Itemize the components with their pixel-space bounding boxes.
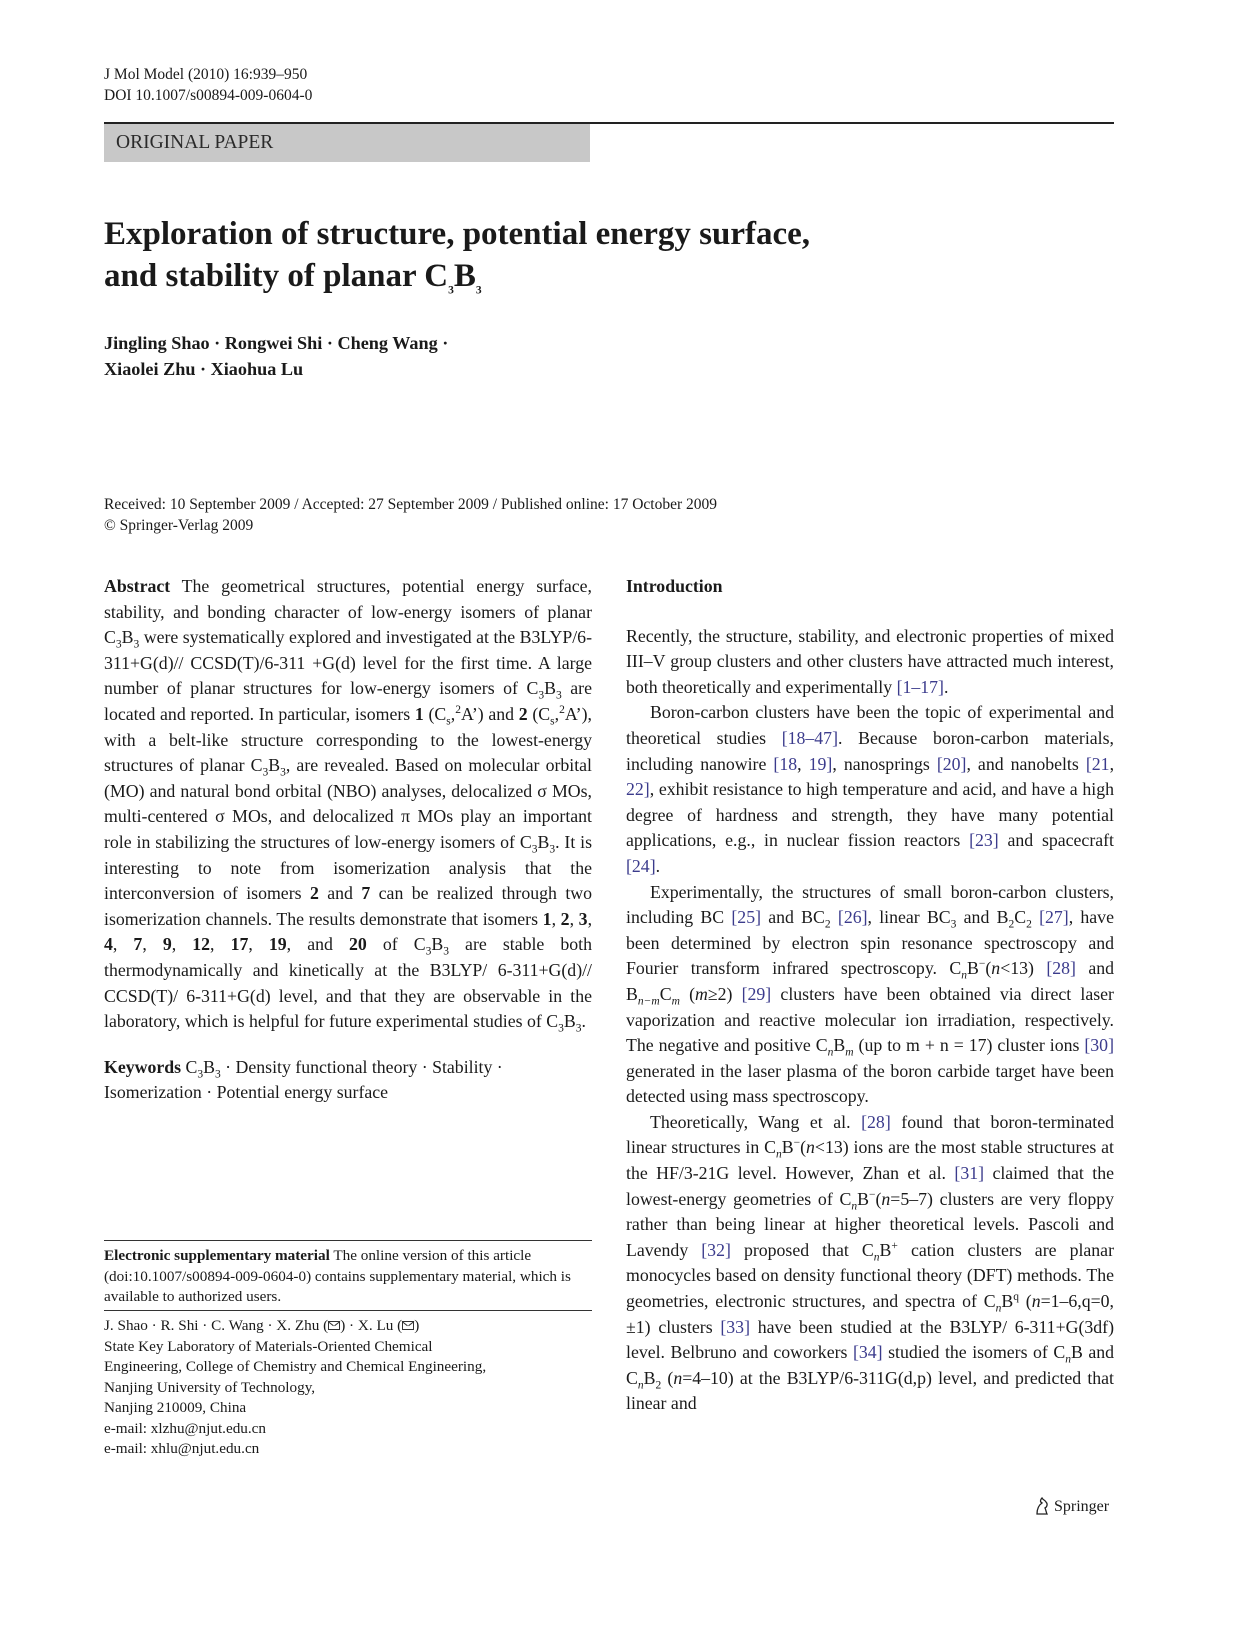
email-xhlu[interactable]: e-mail: xhlu@njut.edu.cn xyxy=(104,1440,260,1457)
springer-wordmark: Springer xyxy=(1054,1498,1110,1515)
keywords: Keywords $C_3B_3$ · Density functional theory · Stability · Isomerization · Potential energy surface xyxy=(104,1056,503,1103)
abstract-label: Abstract xyxy=(104,576,171,596)
intro-paragraph-4: Theoretically, Wang et al. [28] found that boron-terminated linear structures in $C_nB^-(n<13)$ ions are the most stable structures at the HF/3-21G level. However, Zhan et al. [31] claimed that the lowest-energy geometries of $C_nB^-(n=5-7)$ clusters are very floppy rather than being linear at higher theoretical levels. Pascoli and Lavendy [32] proposed that $C_nB^+$ cation clusters are planar monocycles based on density functional theory (DFT) methods. The geometries, electronic structures, and spectra of $C_nB^q$ (n=1–6,q=0, ±1) clusters [33] have been studied at the B3LYP/ 6-311+G(3df) level. Belbruno and coworkers [34] studied the isomers of $C_nB$ and $C_nB_2$ (n=4–10) at the B3LYP/6-311G(d,p) level, and predicted that linear and xyxy=(626,1111,1114,1414)
affiliation-block: J. Shao · R. Shi · C. Wang · X. Zhu ( ) · X. Lu ( ) State Key Laboratory of Materials-Oriented Chemical Engineering, College of Chemistry and Chemical Engineering, Nanjing University of Technology, Nanjing 210009, China e-mail: xlzhu@njut.edu.cn e-mail: xhlu@njut.edu.cn xyxy=(104,1316,486,1460)
reference-link[interactable]: [28] xyxy=(861,1111,891,1132)
keywords-label: Keywords xyxy=(104,1056,182,1077)
received-accepted-line: Received: 10 September 2009 / Accepted: 27 September 2009 / Published online: 17 October 2009 xyxy=(104,496,717,513)
reference-link[interactable]: [32] xyxy=(701,1239,731,1260)
copyright-line: © Springer-Verlag 2009 xyxy=(104,517,254,534)
reference-link[interactable]: [18–47] xyxy=(781,727,838,748)
envelope-icon xyxy=(402,1321,414,1330)
left-column xyxy=(104,574,592,1106)
reference-link[interactable]: [30] xyxy=(1084,1035,1114,1056)
reference-link[interactable]: [23] xyxy=(969,830,999,851)
reference-link[interactable]: [24] xyxy=(626,855,656,876)
springer-horse-icon xyxy=(1034,1497,1050,1521)
intro-paragraph-2: Boron-carbon clusters have been the topic of experimental and theoretical studies [18–47]. Because boron-carbon materials, including nanowire [18, 19], nanosprings [20], and nanobelts [21, 22], exhibit resistance to high temperature and acid, and have a high degree of hardness and strength, they have many potential applications, e.g., in nuclear fission reactors [23] and spacecraft [24]. xyxy=(626,702,1115,876)
right-column xyxy=(626,574,1114,1417)
reference-link[interactable]: [18 xyxy=(773,753,798,774)
reference-link[interactable]: [34] xyxy=(852,1342,883,1363)
affiliation-rule xyxy=(104,1310,592,1311)
title-line-1: Exploration of structure, potential energy surface, xyxy=(104,216,811,252)
supplementary-note: Electronic supplementary material The online version of this article (doi:10.1007/s00894-009-0604-0) contains supplementary material, which is available to authorized users. xyxy=(104,1247,571,1305)
introduction-heading: Introduction xyxy=(626,576,723,596)
publication-dates xyxy=(104,494,717,536)
reference-link[interactable]: [33] xyxy=(720,1316,750,1337)
reference-link[interactable]: [26] xyxy=(837,907,868,928)
email-xlzhu[interactable]: e-mail: xlzhu@njut.edu.cn xyxy=(104,1419,267,1437)
doi-line: DOI 10.1007/s00894-009-0604-0 xyxy=(104,87,313,104)
reference-link[interactable]: [28] xyxy=(1046,958,1076,979)
reference-link[interactable]: [29] xyxy=(741,983,772,1004)
reference-link[interactable]: [21 xyxy=(1085,753,1110,774)
author-list: Jingling Shao · Rongwei Shi · Cheng Wang · Xiaolei Zhu · Xiaohua Lu xyxy=(104,333,449,379)
reference-link[interactable]: [31] xyxy=(954,1163,985,1184)
abstract: Abstract The geometrical structures, potential energy surface, stability, and bonding character of low-energy isomers of planar $C_3B_3$ were systematically explored and investigated at the B3LYP/6-311+G(d)// CCSD(T)/6-311 +G(d) level for the first time. A large number of planar structures for low-energy isomers of $C_3B_3$ are located and reported. In particular, isomers 1 $(C_s,^2A’)$ and 2 $(C_s,^2A’)$, with a belt-like structure corresponding to the lowest-energy structures of planar $C_3B_3$, are revealed. Based on molecular orbital (MO) and natural bond orbital (NBO) analyses, delocalized σ MOs, multi-centered σ MOs, and delocalized π MOs play an important role in stabilizing the structures of low-energy isomers of $C_3B_3$. It is interesting to note from isomerization analysis that the interconversion of isomers 2 and 7 can be realized through two isomerization channels. The results demonstrate that isomers 1, 2, 3, 4, 7, 9, 12, 17, 19, and 20 of $C_3B_3$ are stable both thermodynamically and kinetically at the B3LYP/ 6-311+G(d)// CCSD(T)/ 6-311+G(d) level, and that they are observable in the laboratory, which is helpful for future experimental studies of $C_3B_3$. xyxy=(104,576,593,1035)
paper-type-banner: ORIGINAL PAPER xyxy=(104,124,590,162)
reference-link[interactable]: 22] xyxy=(626,779,650,800)
affiliation-authors: J. Shao · R. Shi · C. Wang · X. Zhu ( ) · X. Lu ( ) xyxy=(104,1317,420,1334)
reference-link[interactable]: [20] xyxy=(936,753,967,774)
intro-paragraph-3: Experimentally, the structures of small boron-carbon clusters, including BC [25] and $BC_2$ [26], linear $BC_3$ and $B_2C_2$ [27], have been determined by electron spin resonance spectroscopy and Fourier transform infrared spectroscopy. $C_nB^-(n<13)$ [28] and $B_{n-m}C_m$ (m≥2) [29] clusters have been obtained via direct laser vaporization and reactive molecular ion irradiation, respectively. The negative and positive $C_nB_m$ (up to m + n = 17) cluster ions [30] generated in the laser plasma of the boron carbide target have been detected using mass spectroscopy. xyxy=(626,881,1114,1107)
article-title: Exploration of structure, potential energy surface, and stability of planar $C_3B_3$ xyxy=(104,216,811,297)
reference-link[interactable]: [25] xyxy=(731,907,762,928)
supplementary-rule xyxy=(104,1240,592,1241)
journal-citation xyxy=(104,64,312,106)
intro-paragraph-1: Recently, the structure, stability, and electronic properties of mixed III–V group clusters and other clusters have attracted much interest, both theoretically and experimentally [1–17]. xyxy=(626,625,1114,697)
reference-link[interactable]: 19] xyxy=(808,753,833,774)
supplementary-label: Electronic supplementary material xyxy=(104,1247,330,1264)
reference-link[interactable]: [27] xyxy=(1039,907,1069,928)
journal-line: J Mol Model (2010) 16:939–950 xyxy=(104,66,308,83)
envelope-icon xyxy=(328,1321,340,1330)
publisher-logo xyxy=(1034,1497,1109,1521)
reference-link[interactable]: [1–17] xyxy=(896,676,944,697)
